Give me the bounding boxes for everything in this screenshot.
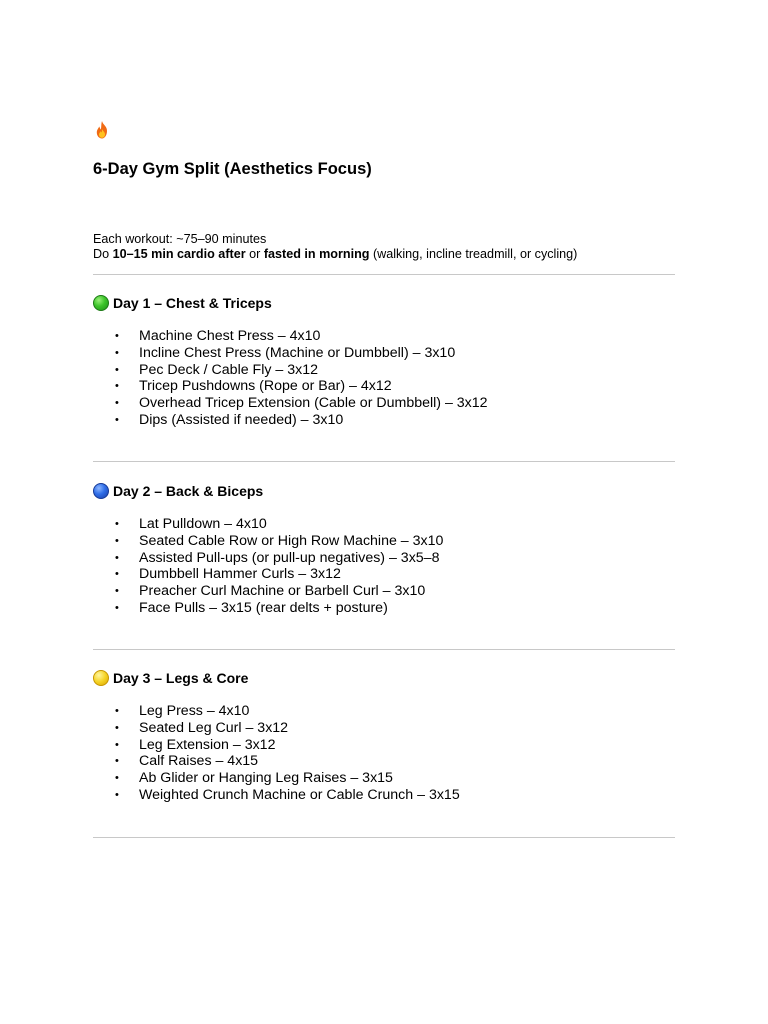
bullet: • <box>115 772 119 785</box>
exercise-text: Weighted Crunch Machine or Cable Crunch – 3x15 <box>139 786 460 803</box>
exercise-text: Seated Cable Row or High Row Machine – 3x10 <box>139 532 444 549</box>
day-section-3 <box>93 668 675 803</box>
list-item <box>93 362 488 379</box>
divider <box>93 461 675 462</box>
exercise-text: Leg Extension – 3x12 <box>139 736 276 753</box>
list-item <box>93 753 460 770</box>
exercise-text: Ab Glider or Hanging Leg Raises – 3x15 <box>139 770 393 787</box>
exercise-text: Dumbbell Hammer Curls – 3x12 <box>139 566 341 583</box>
list-item <box>93 720 460 737</box>
list-item <box>93 737 460 754</box>
bullet: • <box>115 601 119 614</box>
exercise-text: Pec Deck / Cable Fly – 3x12 <box>139 361 318 378</box>
cardio-line <box>93 247 577 262</box>
exercise-text: Tricep Pushdowns (Rope or Bar) – 4x12 <box>139 378 392 395</box>
cardio-line-bold-timing: fasted in morning <box>263 247 370 261</box>
list-item <box>93 550 443 567</box>
bullet: • <box>115 721 119 734</box>
list-item <box>93 770 460 787</box>
divider <box>93 649 675 650</box>
cardio-line-bold-duration: 10–15 min cardio after <box>112 247 246 261</box>
list-item <box>93 395 488 412</box>
list-item <box>93 516 443 533</box>
exercise-text: Overhead Tricep Extension (Cable or Dumbbell) – 3x12 <box>139 395 488 412</box>
cardio-line-prefix: Do <box>93 247 113 261</box>
exercise-text: Face Pulls – 3x15 (rear delts + posture) <box>139 599 388 616</box>
bullet: • <box>115 346 119 359</box>
divider <box>93 837 675 838</box>
day-heading <box>93 293 675 313</box>
bullet: • <box>115 755 119 768</box>
exercise-list <box>93 516 443 617</box>
day-heading-label: Day 2 – Back & Biceps <box>113 483 264 499</box>
list-item <box>93 566 443 583</box>
exercise-list <box>93 703 460 804</box>
green-circle-icon <box>93 295 109 311</box>
list-item <box>93 378 488 395</box>
list-item <box>93 703 460 720</box>
bullet: • <box>115 413 119 426</box>
list-item <box>93 345 488 362</box>
exercise-list <box>93 328 488 429</box>
exercise-text: Assisted Pull-ups (or pull-up negatives) – 3x5–8 <box>139 549 440 566</box>
bullet: • <box>115 585 119 598</box>
bullet: • <box>115 363 119 376</box>
day-heading-label: Day 1 – Chest & Triceps <box>113 295 272 311</box>
list-item <box>93 328 488 345</box>
bullet: • <box>115 518 119 530</box>
day-section-1 <box>93 293 675 428</box>
exercise-text: Incline Chest Press (Machine or Dumbbell) – 3x10 <box>139 344 456 361</box>
exercise-text: Preacher Curl Machine or Barbell Curl – 3x10 <box>139 583 426 600</box>
bullet: • <box>115 380 119 393</box>
workout-duration-line: Each workout: ~75–90 minutes <box>93 232 267 246</box>
exercise-text: Machine Chest Press – 4x10 <box>139 328 321 344</box>
day-heading-label: Day 3 – Legs & Core <box>113 670 249 686</box>
day-section-2 <box>93 481 675 616</box>
exercise-text: Calf Raises – 4x15 <box>139 753 259 770</box>
divider <box>93 274 675 275</box>
exercise-text: Lat Pulldown – 4x10 <box>139 516 267 532</box>
list-item <box>93 533 443 550</box>
yellow-circle-icon <box>93 670 109 686</box>
page-title: 6-Day Gym Split (Aesthetics Focus) <box>93 160 372 178</box>
exercise-text: Seated Leg Curl – 3x12 <box>139 719 289 736</box>
exercise-text: Leg Press – 4x10 <box>139 703 250 719</box>
list-item <box>93 412 488 429</box>
bullet: • <box>115 788 119 801</box>
list-item <box>93 600 443 617</box>
blue-circle-icon <box>93 483 109 499</box>
cardio-line-connector: or <box>245 247 264 261</box>
bullet: • <box>115 330 119 342</box>
list-item <box>93 583 443 600</box>
bullet: • <box>115 397 119 410</box>
bullet: • <box>115 738 119 751</box>
exercise-text: Dips (Assisted if needed) – 3x10 <box>139 411 344 428</box>
bullet: • <box>115 705 119 717</box>
cardio-line-suffix: (walking, incline treadmill, or cycling) <box>369 247 578 261</box>
bullet: • <box>115 551 119 564</box>
fire-icon <box>93 120 111 140</box>
intro-text <box>93 232 577 262</box>
bullet: • <box>115 534 119 547</box>
day-heading <box>93 481 675 501</box>
list-item <box>93 787 460 804</box>
bullet: • <box>115 568 119 581</box>
day-heading <box>93 668 675 688</box>
